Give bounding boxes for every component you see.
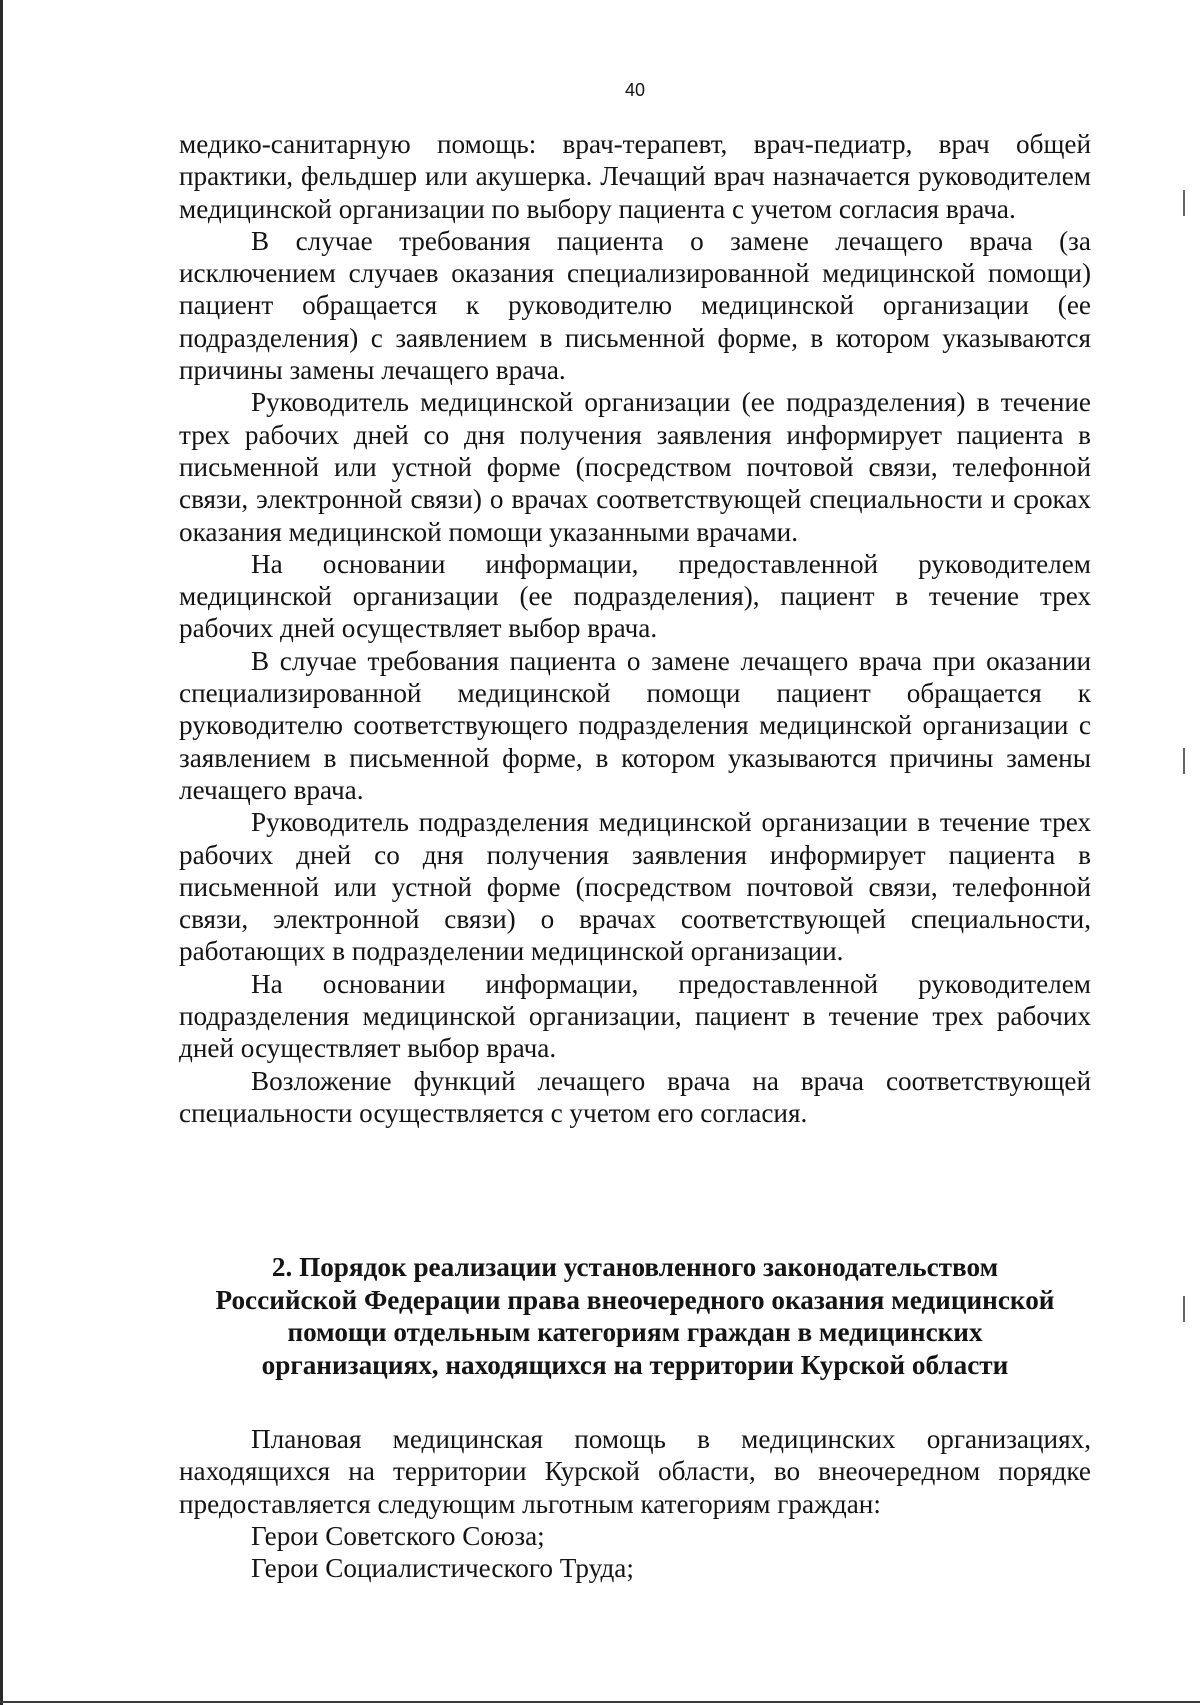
scan-mark <box>1183 190 1185 216</box>
scan-edge-left <box>0 0 3 1705</box>
paragraph: На основании информации, предоставленной руководителем подразделения медицинской организации, пациент в течение трех рабочих дней осуществляет выбор врача. <box>179 968 1091 1064</box>
scan-mark <box>1183 748 1185 774</box>
paragraph: В случае требования пациента о замене лечащего врача (за исключением случаев оказания специализированной медицинской помощи) пациент обращается к руководителю медицинской организации (ее подразделения) с заявлением в письменной форме, в котором указываются причины замены лечащего врача. <box>179 225 1091 386</box>
section-heading-line: Российской Федерации права внеочередного оказания медицинской <box>215 1284 1055 1315</box>
list-item: Герои Советского Союза; <box>251 1520 545 1551</box>
paragraph: В случае требования пациента о замене лечащего врача при оказании специализированной медицинской помощи пациент обращается к руководителю соответствующего подразделения медицинской организации с заявлением в письменной форме, в котором указываются причины замены лечащего врача. <box>179 645 1091 805</box>
section-heading-line: 2. Порядок реализации установленного законодательством <box>271 1252 999 1282</box>
page-number: 40 <box>624 80 646 100</box>
section-heading-line: помощи отдельным категориям граждан в медицинских <box>287 1317 983 1347</box>
paragraph: На основании информации, предоставленной руководителем медицинской организации (ее подразделения), пациент в течение трех рабочих дней осуществляет выбор врача. <box>179 548 1091 644</box>
scan-edge-bottom <box>0 1701 1200 1703</box>
paragraph: медико-санитарную помощь: врач-терапевт, врач-педиатр, врач общей практики, фельдшер или акушерка. Лечащий врач назначается руководителем медицинской организации по выбору пациента с учетом согласия врача. <box>179 129 1091 224</box>
paragraph: Возложение функций лечащего врача на врача соответствующей специальности осуществляется с учетом его согласия. <box>179 1065 1091 1128</box>
scan-mark <box>1183 1296 1185 1322</box>
paragraph: Плановая медицинская помощь в медицинских организациях, находящихся на территории Курской области, во внеочередном порядке предоставляется следующим льготным категориям граждан: <box>179 1424 1091 1519</box>
paragraph: Руководитель медицинской организации (ее подразделения) в течение трех рабочих дней со дня получения заявления информирует пациента в письменной или устной форме (посредством почтовой связи, телефонной связи, электронной связи) о врачах соответствующей специальности и сроках оказания медицинской помощи указанными врачами. <box>179 387 1091 547</box>
section-heading-line: организациях, находящихся на территории Курской области <box>261 1349 1009 1380</box>
paragraph: Руководитель подразделения медицинской организации в течение трех рабочих дней со дня получения заявления информирует пациента в письменной или устной форме (посредством почтовой связи, телефонной связи, электронной связи) о врачах соответствующей специальности, работающих в подразделении медицинской организации. <box>179 807 1091 967</box>
list-item: Герои Социалистического Труда; <box>251 1553 634 1584</box>
section-body-text <box>179 1423 1091 1584</box>
body-text <box>179 128 1091 1129</box>
section-heading <box>179 1251 1091 1381</box>
